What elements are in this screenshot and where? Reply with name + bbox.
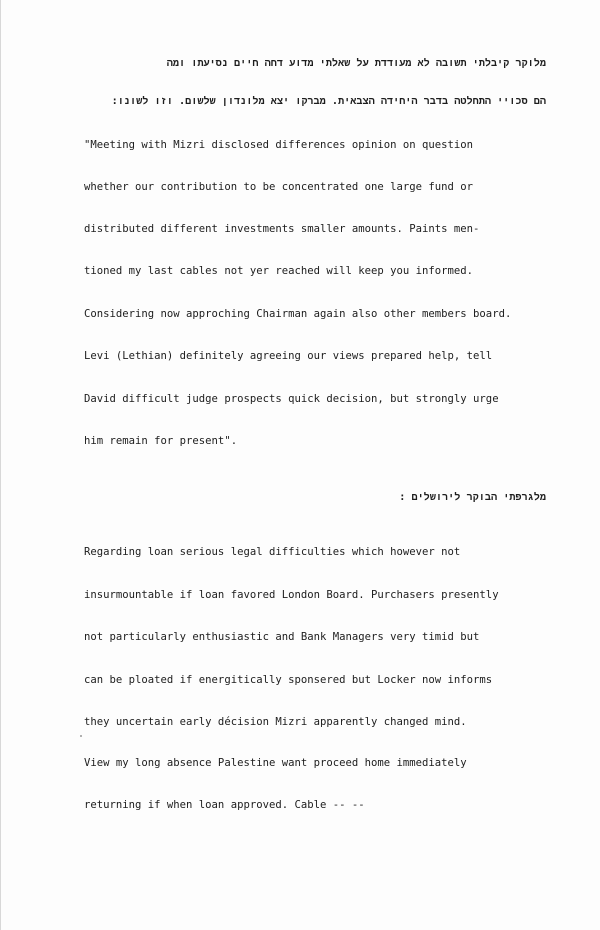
- cable-two-line-7: returning if when loan approved. Cable -- --: [84, 799, 365, 811]
- cable-one-line-4: tioned my last cables not yer reached will keep you informed.: [84, 265, 474, 277]
- cable-one-line-8: him remain for present".: [84, 435, 238, 447]
- hebrew-heading: מלגרפתי הבוקר לירושלים :: [399, 492, 546, 503]
- hebrew-intro-line-2: הם סכויי התחלטה בדבר היחידה הצבאית. מברקו יצא מלונדון שלשום. וזו לשונו:: [111, 96, 546, 107]
- cable-two-line-6: View my long absence Palestine want proceed home immediately: [84, 757, 467, 769]
- cable-two-line-2: insurmountable if loan favored London Board. Purchasers presently: [84, 589, 499, 601]
- cable-one-line-2: whether our contribution to be concentrated one large fund or: [84, 181, 474, 193]
- hebrew-intro-line-1: מלוקר קיבלתי תשובה לא מעודדת על שאלתי מדוע דחה חיים נסיעתו ומה: [166, 58, 546, 69]
- cable-two-line-3: not particularly enthusiastic and Bank Managers very timid but: [84, 631, 480, 643]
- cable-one-line-1: "Meeting with Mizri disclosed differences opinion on question: [84, 139, 474, 151]
- cable-one-line-6: Levi (Lethian) definitely agreeing our views prepared help, tell: [84, 350, 493, 362]
- cable-two-line-5: they uncertain early décision Mizri apparently changed mind.: [84, 716, 467, 728]
- cable-one-line-3: distributed different investments smaller amounts. Paints men-: [84, 223, 480, 235]
- ink-speck: [80, 735, 82, 737]
- cable-one-line-5: Considering now approching Chairman again also other members board.: [84, 308, 512, 320]
- cable-two-line-1: Regarding loan serious legal difficulties which however not: [84, 546, 461, 558]
- cable-one-line-7: David difficult judge prospects quick decision, but strongly urge: [84, 393, 499, 405]
- cable-two-line-4: can be ploated if energitically sponsered but Locker now informs: [84, 674, 493, 686]
